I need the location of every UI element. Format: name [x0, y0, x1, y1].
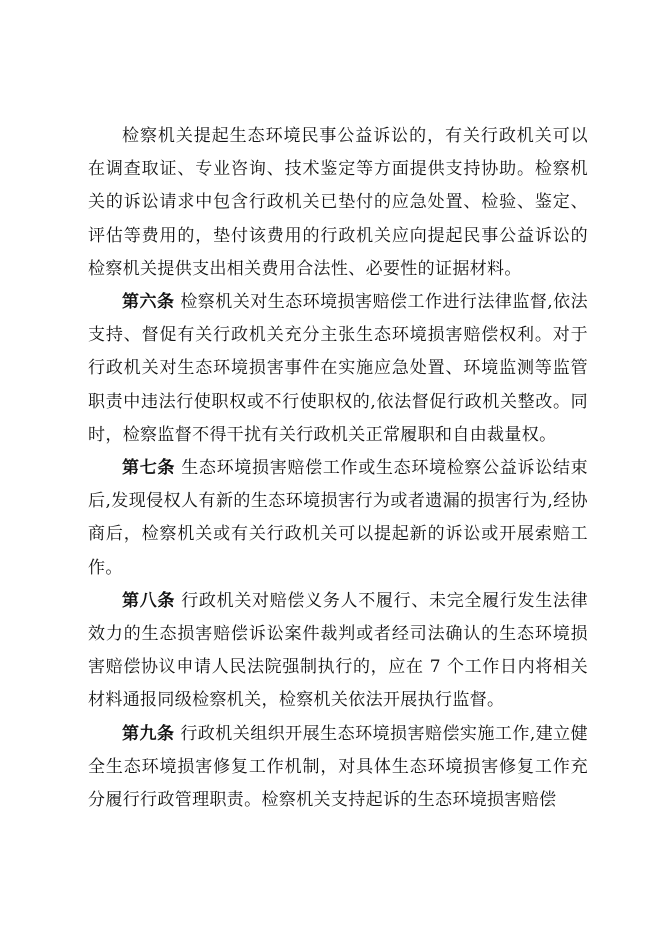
paragraph-intro [88, 120, 588, 286]
article-number: 第七条 [122, 458, 176, 479]
article-number: 第九条 [122, 723, 175, 744]
paragraph-article-8 [88, 585, 588, 718]
article-number: 第八条 [122, 590, 176, 611]
paragraph-text: 行政机关组织开展生态环境损害赔偿实施工作,建立健全生态环境损害修复工作机制，对具体生态环境损害修复工作充分履行行政管理职责。检察机关支持起诉的生态环境损害赔偿 [88, 723, 588, 811]
article-number: 第六条 [122, 292, 175, 313]
paragraph-text: 行政机关对赔偿义务人不履行、未完全履行发生法律效力的生态损害赔偿诉讼案件裁判或者经司法确认的生态环境损害赔偿协议申请人民法院强制执行的，应在 7 个工作日内将相关材料通报同级检察机关，检察机关依法开展执行监督。 [88, 590, 588, 711]
paragraph-text: 生态环境损害赔偿工作或生态环境检察公益诉讼结束后,发现侵权人有新的生态环境损害行为或者遗漏的损害行为,经协商后，检察机关或有关行政机关可以提起新的诉讼或开展索赔工作。 [88, 458, 588, 578]
paragraph-article-9 [88, 718, 588, 818]
paragraph-article-6 [88, 286, 588, 452]
document-body [88, 120, 588, 817]
paragraph-article-7 [88, 452, 588, 585]
paragraph-text: 检察机关提起生态环境民事公益诉讼的，有关行政机关可以在调查取证、专业咨询、技术鉴定等方面提供支持协助。检察机关的诉讼请求中包含行政机关已垫付的应急处置、检验、鉴定、评估等费用的，垫付该费用的行政机关应向提起民事公益诉讼的检察机关提供支出相关费用合法性、必要性的证据材料。 [88, 126, 588, 279]
paragraph-text: 检察机关对生态环境损害赔偿工作进行法律监督,依法支持、督促有关行政机关充分主张生态环境损害赔偿权利。对于行政机关对生态环境损害事件在实施应急处置、环境监测等监管职责中违法行使职权或不行使职权的,依法督促行政机关整改。同时，检察监督不得干扰有关行政机关正常履职和自由裁量权。 [88, 292, 588, 445]
